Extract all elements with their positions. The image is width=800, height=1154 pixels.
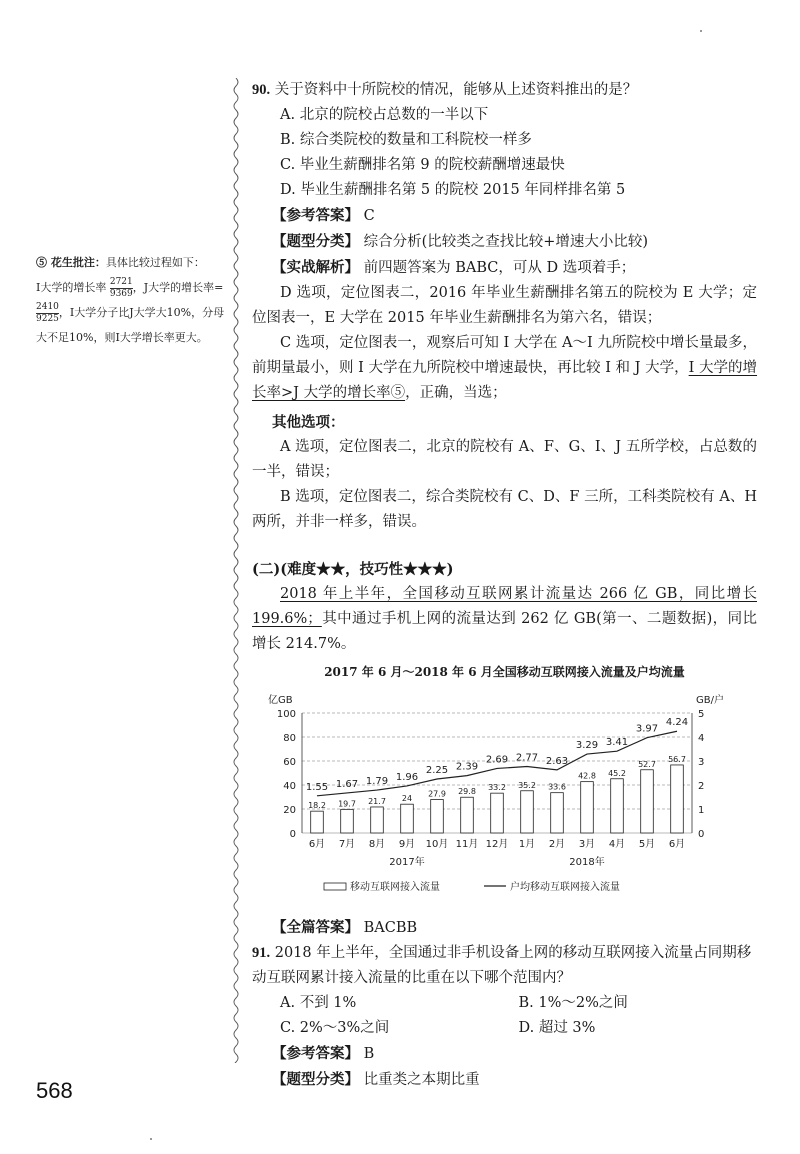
legend-line-label: 户均移动互联网接入流量 bbox=[510, 882, 620, 893]
x-tick-label: 7月 bbox=[338, 839, 356, 850]
q90-analysis-line bbox=[252, 255, 757, 281]
q90-number: 90. bbox=[252, 82, 271, 98]
line-value-label: 2.39 bbox=[455, 761, 479, 773]
bar bbox=[551, 793, 564, 833]
legend-bar-swatch bbox=[324, 883, 346, 890]
q91-option-a: A. 不到 1% bbox=[280, 995, 357, 1011]
q90-option-a: A. 北京的院校占总数的一半以下 bbox=[280, 107, 489, 123]
line-value-label: 2.25 bbox=[425, 765, 449, 776]
x-tick-label: 8月 bbox=[368, 839, 386, 850]
left-tick-label: 20 bbox=[283, 805, 296, 816]
x-tick-label: 5月 bbox=[638, 839, 656, 850]
fraction1-numerator: 2721 bbox=[109, 276, 133, 287]
line-value-label: 3.97 bbox=[635, 723, 659, 735]
q91-answer-line bbox=[252, 1041, 757, 1067]
q91-type: 比重类之本期比重 bbox=[363, 1072, 480, 1088]
q91-type-line bbox=[252, 1067, 757, 1093]
year-label-2017: 2017年 bbox=[389, 857, 425, 868]
scan-speck bbox=[700, 30, 702, 32]
x-tick-label: 9月 bbox=[398, 839, 416, 850]
q91-option-d: D. 超过 3% bbox=[518, 1020, 596, 1036]
bar bbox=[491, 793, 504, 833]
bar bbox=[641, 770, 654, 833]
bar-value-label: 19.7 bbox=[338, 799, 356, 809]
bar bbox=[341, 809, 354, 833]
line-value-label: 1.55 bbox=[305, 781, 329, 793]
x-tick-label: 6月 bbox=[308, 839, 326, 850]
bar-value-label: 27.9 bbox=[428, 789, 446, 799]
page-number: 568 bbox=[36, 1078, 73, 1103]
q90-para3: A 选项，定位图表二，北京的院校有 A、F、G、I、J 五所学校，占总数的一半，错误； bbox=[252, 439, 757, 480]
chart-title: 2017 年 6 月～2018 年 6 月全国移动互联网接入流量及户均流量 bbox=[324, 665, 685, 679]
q91-option-b: B. 1%～2%之间 bbox=[518, 995, 628, 1011]
wave-border-decoration bbox=[232, 78, 240, 1063]
q91-question-text: 2018 年上半年，全国通过非手机设备上网的移动互联网接入流量占同期移动互联网累计接入流量的比重在以下哪个范围内？ bbox=[252, 945, 752, 986]
year-label-2018: 2018年 bbox=[569, 857, 605, 868]
line-value-label: 1.79 bbox=[365, 776, 389, 788]
bar-value-label: 33.2 bbox=[488, 783, 506, 793]
x-tick-label: 4月 bbox=[608, 839, 626, 850]
annotation-head: ⑤ 花生批注： bbox=[36, 256, 106, 269]
q90-option-c: C. 毕业生薪酬排名第 9 的院校薪酬增速最快 bbox=[280, 157, 565, 173]
left-tick-label: 80 bbox=[283, 733, 296, 744]
flow-chart bbox=[252, 687, 757, 915]
q91-options-row1 bbox=[252, 991, 757, 1016]
bar bbox=[581, 782, 594, 833]
q90-para2 bbox=[252, 331, 757, 406]
left-tick-label: 40 bbox=[283, 781, 296, 792]
x-tick-label: 3月 bbox=[578, 839, 596, 850]
left-axis-label: 亿GB bbox=[268, 695, 293, 706]
fraction2-denominator: 9225 bbox=[36, 313, 59, 324]
left-tick-label: 0 bbox=[289, 829, 296, 840]
q90-question bbox=[252, 78, 757, 103]
bar-value-label: 33.6 bbox=[548, 782, 566, 792]
q90-analysis-tag: 【实战解析】 bbox=[272, 259, 359, 276]
summary-answer: BACBB bbox=[363, 920, 418, 936]
q90-type-tag: 【题型分类】 bbox=[272, 233, 359, 250]
bar bbox=[371, 807, 384, 833]
left-tick-label: 60 bbox=[283, 757, 296, 768]
section2-title: (二)(难度★★，技巧性★★★) bbox=[252, 561, 454, 578]
section2-intro bbox=[252, 582, 757, 657]
bar bbox=[521, 791, 534, 833]
q91-answer-tag: 【参考答案】 bbox=[272, 1045, 359, 1062]
legend-bar-label: 移动互联网接入流量 bbox=[350, 882, 440, 893]
line-value-label: 2.77 bbox=[515, 752, 539, 764]
x-tick-label: 11月 bbox=[455, 839, 479, 850]
line-value-label: 1.67 bbox=[335, 778, 359, 790]
bar bbox=[431, 800, 444, 833]
right-tick-label: 2 bbox=[698, 781, 705, 792]
right-tick-label: 4 bbox=[698, 733, 705, 744]
bar-value-label: 24 bbox=[401, 794, 413, 804]
right-tick-label: 3 bbox=[698, 757, 705, 768]
bar bbox=[461, 797, 474, 833]
annotation-line3: ，I大学分子比J大学大10%，分母大不足10%，则I大学增长率更大。 bbox=[36, 306, 225, 344]
summary-tag: 【全篇答案】 bbox=[272, 919, 359, 936]
annotation-line2: I大学的增长率 bbox=[36, 281, 107, 294]
q90-question-text: 关于资料中十所院校的情况，能够从上述资料推出的是？ bbox=[274, 82, 638, 98]
q90-para2-a: C 选项，定位图表一，观察后可知 I 大学在 A～I 九所院校中增长量最多，前期量最小，则 I 大学在九所院校中增速最快，再比较 I 和 J 大学， bbox=[252, 335, 757, 376]
fraction1-denominator: 9369 bbox=[109, 288, 133, 299]
bar-value-label: 56.7 bbox=[668, 754, 686, 764]
q90-answer-tag: 【参考答案】 bbox=[272, 207, 359, 224]
q90-type-line bbox=[252, 229, 757, 255]
q90-para2-b: ，正确，当选； bbox=[405, 385, 507, 401]
bar-value-label: 21.7 bbox=[368, 796, 386, 806]
chart-container bbox=[252, 687, 757, 915]
q90-type: 综合分析(比较类之查找比较+增速大小比较) bbox=[363, 234, 649, 250]
q90-para1: D 选项，定位图表二，2016 年毕业生薪酬排名第五的院校为 E 大学；定位图表一，E 大学在 2015 年毕业生薪酬排名为第六名，错误； bbox=[252, 285, 757, 326]
q91-options-row2 bbox=[252, 1016, 757, 1041]
q90-para2-underlined: I 大学的增长率>J 大学的增长率⑤ bbox=[252, 360, 758, 401]
bar bbox=[311, 811, 324, 833]
right-axis-label: GB/户 bbox=[696, 695, 724, 706]
line-value-label: 3.29 bbox=[575, 740, 599, 752]
annotation-line2-tail: ，J大学的增长率= bbox=[132, 281, 224, 294]
q90-answer: C bbox=[363, 208, 375, 224]
line-value-label: 2.63 bbox=[545, 755, 569, 767]
q91-answer: B bbox=[363, 1046, 375, 1062]
bar-value-label: 42.8 bbox=[578, 771, 596, 781]
left-tick-label: 100 bbox=[276, 709, 296, 720]
section2-intro-a: 2018 年上半年，全国移动互联网累计流量达 266 亿 GB，同比增长 199.6%； bbox=[252, 586, 757, 627]
line-value-label: 3.41 bbox=[605, 737, 629, 749]
x-tick-label: 2月 bbox=[548, 839, 566, 850]
bar-value-label: 45.2 bbox=[608, 768, 626, 778]
q91-question bbox=[252, 941, 757, 991]
q91-type-tag: 【题型分类】 bbox=[272, 1071, 359, 1088]
q90-option-b: B. 综合类院校的数量和工科院校一样多 bbox=[280, 132, 532, 148]
bar-value-label: 29.8 bbox=[458, 787, 476, 797]
bar bbox=[401, 804, 414, 833]
q90-answer-line bbox=[252, 203, 757, 229]
annotation-line1: 具体比较过程如下： bbox=[105, 256, 205, 269]
main-content bbox=[252, 78, 757, 1093]
q91-number: 91. bbox=[252, 945, 271, 961]
scan-speck bbox=[150, 1138, 152, 1140]
right-tick-label: 5 bbox=[698, 709, 705, 720]
line-value-label: 1.96 bbox=[395, 771, 419, 783]
other-options-head: 其他选项： bbox=[272, 414, 345, 431]
fraction2-numerator: 2410 bbox=[36, 301, 59, 312]
x-tick-label: 6月 bbox=[668, 839, 686, 850]
line-value-label: 4.24 bbox=[665, 717, 689, 729]
bar-value-label: 52.7 bbox=[638, 759, 656, 769]
bar-value-label: 18.2 bbox=[308, 801, 326, 811]
bar bbox=[671, 765, 684, 833]
bar bbox=[611, 779, 624, 833]
sidebar-annotation bbox=[36, 250, 230, 350]
q90-option-d: D. 毕业生薪酬排名第 5 的院校 2015 年同样排名第 5 bbox=[280, 182, 626, 198]
right-tick-label: 0 bbox=[698, 829, 705, 840]
q91-option-c: C. 2%～3%之间 bbox=[280, 1020, 390, 1036]
x-tick-label: 1月 bbox=[518, 839, 536, 850]
section2-intro-b: 其中通过手机上网的流量达到 262 亿 GB(第一、二题数据)，同比增长 214.7%。 bbox=[252, 611, 757, 652]
x-tick-label: 10月 bbox=[425, 839, 449, 850]
q90-para4: B 选项，定位图表二，综合类院校有 C、D、F 三所，工科类院校有 A、H 两所，并非一样多，错误。 bbox=[252, 489, 757, 530]
summary-answer-line bbox=[252, 915, 757, 941]
right-tick-label: 1 bbox=[698, 805, 705, 816]
bar-value-label: 35.2 bbox=[518, 780, 536, 790]
x-tick-label: 12月 bbox=[485, 839, 509, 850]
line-value-label: 2.69 bbox=[485, 754, 509, 766]
q90-analysis: 前四题答案为 BABC，可从 D 选项着手； bbox=[363, 260, 636, 276]
